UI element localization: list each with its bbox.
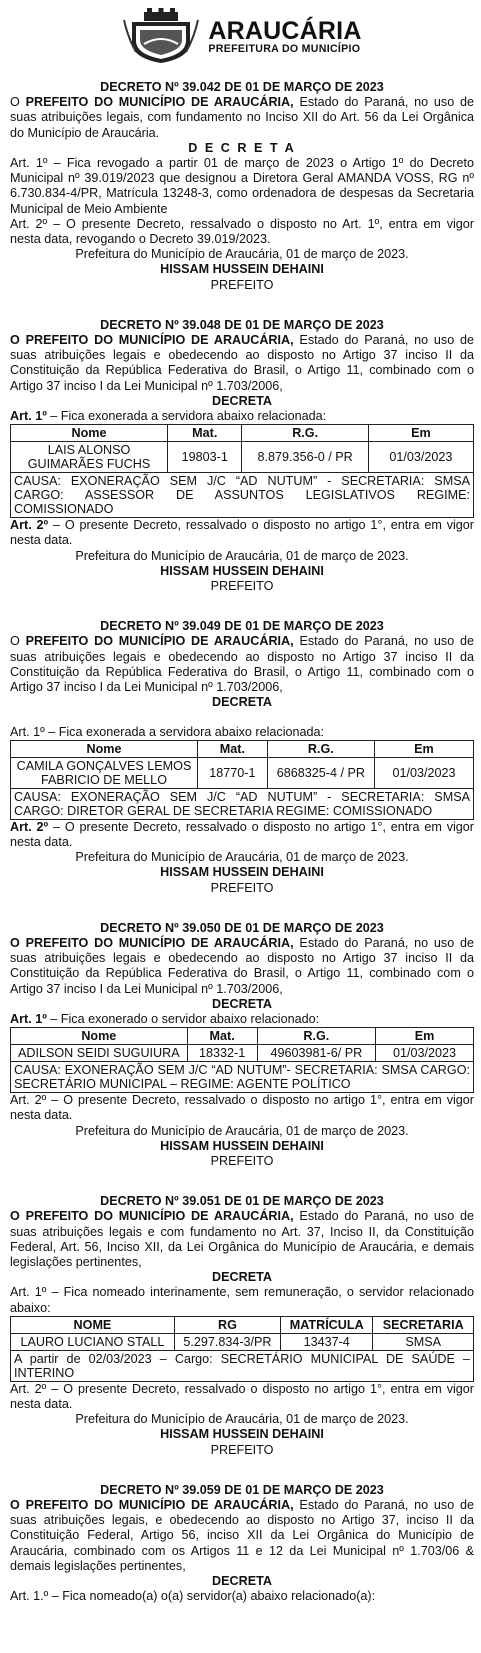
table-row [11, 788, 474, 819]
table-row [11, 473, 474, 518]
table-cell: 6868325-4 / PR [267, 757, 374, 788]
table-cell: 01/03/2023 [368, 442, 473, 473]
employee-table [10, 1027, 474, 1093]
table-cell: 01/03/2023 [374, 757, 473, 788]
article-label: Art. 1º [10, 409, 47, 424]
article-1 [10, 409, 474, 424]
cause-cell: CAUSA: EXONERAÇÃO SEM J/C “AD NUTUM”- SECRETARIA: SMSA CARGO: SECRETÁRIO MUNICIPAL – REGIME: AGENTE POLÍTICO [11, 1062, 474, 1093]
article-1 [10, 1012, 474, 1027]
table-cell: LAURO LUCIANO STALL [11, 1333, 175, 1350]
table-cell: 5.297.834-3/PR [174, 1333, 280, 1350]
intro-bold: O PREFEITO DO MUNICÍPIO DE ARAUCÁRIA, [10, 333, 294, 348]
intro-bold: O PREFEITO DO MUNICÍPIO DE ARAUCÁRIA, [10, 935, 294, 950]
article-2 [10, 820, 474, 850]
intro-text: Estado do Paraná, no uso de suas atribuições legais e obedecendo ao disposto no Artigo 37 inciso II da Constituição da República Federativa do Brasil, o Artigo 11, combinado com o Artigo 37 inciso I da Lei Municipal nº 1.703/2006, [10, 634, 475, 695]
article-label: Art. 2º [10, 518, 49, 533]
table-header: MATRÍCULA [280, 1316, 372, 1333]
spacer [10, 711, 474, 725]
table-header: R.G. [242, 425, 368, 442]
intro-text: Estado do Paraná, no uso de suas atribuições legais e com fundamento no Art. 37, Inciso II, da Constituição Federal, Art. 56, Inciso XII, da Lei Orgânica do Município de Araucária, e demais legislações pertinentes, [10, 1209, 474, 1269]
header [10, 6, 474, 66]
table-cell: 49603981-6/ PR [257, 1045, 375, 1062]
table-cell: 19803-1 [168, 442, 242, 473]
signer-name: HISSAM HUSSEIN DEHAINI [160, 1138, 324, 1153]
table-header-row [11, 1028, 474, 1045]
table-header: R.G. [257, 1028, 375, 1045]
decree-39050 [10, 921, 474, 1169]
table-row [11, 1062, 474, 1093]
brand-subtitle: PREFEITURA DO MUNICÍPIO [208, 42, 361, 55]
employee-table [10, 424, 474, 518]
cause-cell: A partir de 02/03/2023 – Cargo: SECRETÁRIO MUNICIPAL DE SAÚDE – INTERINO [11, 1350, 474, 1381]
table-cell: CAMILA GONÇALVES LEMOS FABRICIO DE MELLO [11, 757, 198, 788]
place-date: Prefeitura do Município de Araucária, 01 de março de 2023. [75, 548, 409, 563]
signer-role: PREFEITO [210, 277, 274, 292]
table-row [11, 442, 474, 473]
table-header: Em [374, 740, 473, 757]
table-header: Nome [11, 740, 198, 757]
decreta-heading: D E C R E T A [188, 140, 296, 155]
place-date: Prefeitura do Município de Araucária, 01 de março de 2023. [75, 850, 409, 865]
employee-table [10, 740, 474, 820]
article-1: Art. 1º – Fica exonerada a servidora abaixo relacionada: [10, 724, 325, 739]
signer-name: HISSAM HUSSEIN DEHAINI [160, 262, 324, 277]
intro-text: Estado do Paraná, no uso de suas atribuições legais e obedecendo ao disposto no Artigo 37 inciso II da Constituição da República Federativa do Brasil, o Artigo 11, combinado com o Artigo 37 inciso I da Lei Municipal nº 1.703/2006, [10, 333, 474, 393]
table-cell: 18332-1 [187, 1045, 257, 1062]
decree-title: DECRETO Nº 39.049 DE 01 DE MARÇO DE 2023 [100, 619, 384, 634]
article-text: – O presente Decreto, ressalvado o disposto no artigo 1°, entra em vigor nesta data. [10, 819, 475, 849]
cause-cell: CAUSA: EXONERAÇÃO SEM J/C “AD NUTUM” - SECRETARIA: SMSA CARGO: DIRETOR GERAL DE SECRETARIA REGIME: COMISSIONADO [11, 788, 474, 819]
intro-text: Estado do Paraná, no uso de suas atribuições legais e obedecendo ao disposto no Artigo 37 inciso II da Constituição da República Federativa do Brasil, o Artigo 11, combinado com o Artigo 37 inciso I da Lei Municipal nº 1.703/2006, [10, 935, 474, 996]
intro-text: Estado do Paraná, no uso de suas atribuições legais, e obedecendo ao disposto no Artigo 37, inciso II da Constituição Federal, Artigo 56, inciso XII da Lei Orgânica do Município de Araucária, combinado com os Artigos 11 e 12 da Lei Municipal nº 1.703/06 & demais legislações pertinentes, [10, 1498, 474, 1573]
article-1: Art. 1º – Fica revogado a partir 01 de março de 2023 o Artigo 1º do Decreto Municipal nº 39.019/2023 que designou a Diretora Geral AMANDA VOSS, RG nº 6.730.834-4/PR, Matrícula 13248-3, como ordenadora de despesas da Secretaria Municipal de Meio Ambiente [10, 156, 474, 216]
table-header: R.G. [267, 740, 374, 757]
intro-bold: O PREFEITO DO MUNICÍPIO DE ARAUCÁRIA, [10, 1498, 294, 1512]
decree-title: DECRETO Nº 39.050 DE 01 DE MARÇO DE 2023 [100, 920, 384, 935]
decree-title: DECRETO Nº 39.051 DE 01 DE MARÇO DE 2023 [100, 1194, 384, 1209]
article-label: Art. 2º [10, 819, 49, 834]
intro-bold: PREFEITO DO MUNICÍPIO DE ARAUCÁRIA, [25, 634, 294, 649]
signer-role: PREFEITO [210, 1153, 274, 1168]
decree-intro [10, 1498, 474, 1574]
municipal-crest-logo [122, 8, 200, 64]
decree-39048 [10, 318, 474, 594]
article-2: Art. 2º – O presente Decreto, ressalvado o disposto no Art. 1º, entra em vigor nesta data, revogando o Decreto 39.019/2023. [10, 216, 474, 247]
article-1: Art. 1º – Fica nomeado interinamente, sem remuneração, o servidor relacionado abaixo: [10, 1285, 474, 1315]
article-label: Art. 1º [10, 1011, 47, 1026]
signer-role: PREFEITO [210, 880, 274, 895]
place-date: Prefeitura do Município de Araucária, 01 de março de 2023. [75, 1123, 409, 1138]
table-header-row [11, 1316, 474, 1333]
table-row [11, 1045, 474, 1062]
table-header: Mat. [187, 1028, 257, 1045]
decree-39042 [10, 80, 474, 293]
intro-bold: O PREFEITO DO MUNICÍPIO DE ARAUCÁRIA, [10, 1209, 294, 1224]
table-cell: 8.879.356-0 / PR [242, 442, 368, 473]
table-cell: ADILSON SEIDI SUGUIURA [11, 1045, 188, 1062]
table-cell: 18770-1 [198, 757, 268, 788]
table-header: Mat. [168, 425, 242, 442]
signer-name: HISSAM HUSSEIN DEHAINI [160, 563, 324, 578]
article-text: – Fica exonerada a servidora abaixo relacionada: [50, 409, 327, 424]
table-cell: SMSA [373, 1333, 474, 1350]
decree-39059 [10, 1483, 474, 1605]
table-header: Nome [11, 1028, 188, 1045]
table-cell: LAIS ALONSO GUIMARÃES FUCHS [11, 442, 168, 473]
article-text: – O presente Decreto, ressalvado o disposto no artigo 1°, entra em vigor nesta data. [10, 518, 475, 548]
table-header-row [11, 740, 474, 757]
signer-role: PREFEITO [210, 1442, 274, 1457]
table-header: SECRETARIA [373, 1316, 474, 1333]
brand-block [208, 18, 361, 55]
decree-intro: O PREFEITO DO MUNICÍPIO DE ARAUCÁRIA, Estado do Paraná, no uso de suas atribuições legais, com fundamento no Inciso XII do Art. 56 da Lei Orgânica do Município de Araucária. [10, 95, 475, 140]
place-date: Prefeitura do Município de Araucária, 01 de março de 2023. [75, 1412, 409, 1427]
table-cell: 13437-4 [280, 1333, 372, 1350]
employee-table [10, 1316, 474, 1382]
table-header: Em [376, 1028, 474, 1045]
signer-role: PREFEITO [210, 579, 274, 594]
article-2: Art. 2º – O presente Decreto, ressalvado o disposto no artigo 1°, entra em vigor nesta data. [10, 1093, 474, 1123]
decree-39051 [10, 1194, 474, 1458]
table-header: Mat. [198, 740, 268, 757]
table-header: NOME [11, 1316, 175, 1333]
decree-intro [10, 333, 474, 394]
table-row [11, 1350, 474, 1381]
signer-name: HISSAM HUSSEIN DEHAINI [160, 865, 324, 880]
table-header: Nome [11, 425, 168, 442]
decreta-heading: DECRETA [212, 695, 272, 710]
decree-39049 [10, 619, 474, 895]
article-text: – Fica exonerado o servidor abaixo relacionado: [50, 1011, 320, 1026]
decreta-heading: DECRETA [212, 996, 272, 1011]
decree-intro [10, 936, 474, 997]
signer-name: HISSAM HUSSEIN DEHAINI [160, 1427, 324, 1442]
table-row [11, 1333, 474, 1350]
decree-intro: O PREFEITO DO MUNICÍPIO DE ARAUCÁRIA, Estado do Paraná, no uso de suas atribuições legais e obedecendo ao disposto no Artigo 37 inciso II da Constituição da República Federativa do Brasil, o Artigo 11, combinado com o Artigo 37 inciso I da Lei Municipal nº 1.703/2006, [10, 634, 475, 695]
article-2: Art. 2º – O presente Decreto, ressalvado o disposto no artigo 1°, entra em vigor nesta data. [10, 1381, 474, 1411]
table-header: Em [368, 425, 473, 442]
table-header: RG [174, 1316, 280, 1333]
decree-title: DECRETO Nº 39.048 DE 01 DE MARÇO DE 2023 [100, 317, 384, 332]
decree-intro [10, 1209, 474, 1270]
intro-text: Estado do Paraná, no uso de suas atribuições legais, com fundamento no Inciso XII do Art. 56 da Lei Orgânica do Município de Araucária. [10, 95, 475, 140]
decreta-heading: DECRETA [212, 393, 272, 408]
article-1: Art. 1.º – Fica nomeado(a) o(a) servidor(a) abaixo relacionado(a): [10, 1589, 376, 1604]
place-date: Prefeitura do Município de Araucária, 01 de março de 2023. [75, 247, 409, 262]
table-cell: 01/03/2023 [376, 1045, 474, 1062]
decree-title: DECRETO Nº 39.042 DE 01 DE MARÇO DE 2023 [100, 80, 384, 94]
table-header-row [11, 425, 474, 442]
article-2 [10, 518, 474, 548]
decreta-heading: DECRETA [212, 1574, 272, 1589]
decree-title: DECRETO Nº 39.059 DE 01 DE MARÇO DE 2023 [100, 1482, 384, 1497]
table-row [11, 757, 474, 788]
intro-bold: PREFEITO DO MUNICÍPIO DE ARAUCÁRIA, [25, 95, 294, 110]
brand-name: ARAUCÁRIA [208, 16, 362, 45]
decreta-heading: DECRETA [212, 1270, 272, 1285]
cause-cell: CAUSA: EXONERAÇÃO SEM J/C “AD NUTUM” - SECRETARIA: SMSA CARGO: ASSESSOR DE ASSUNTOS LEGISLATIVOS REGIME: COMISSIONADO [11, 473, 474, 518]
